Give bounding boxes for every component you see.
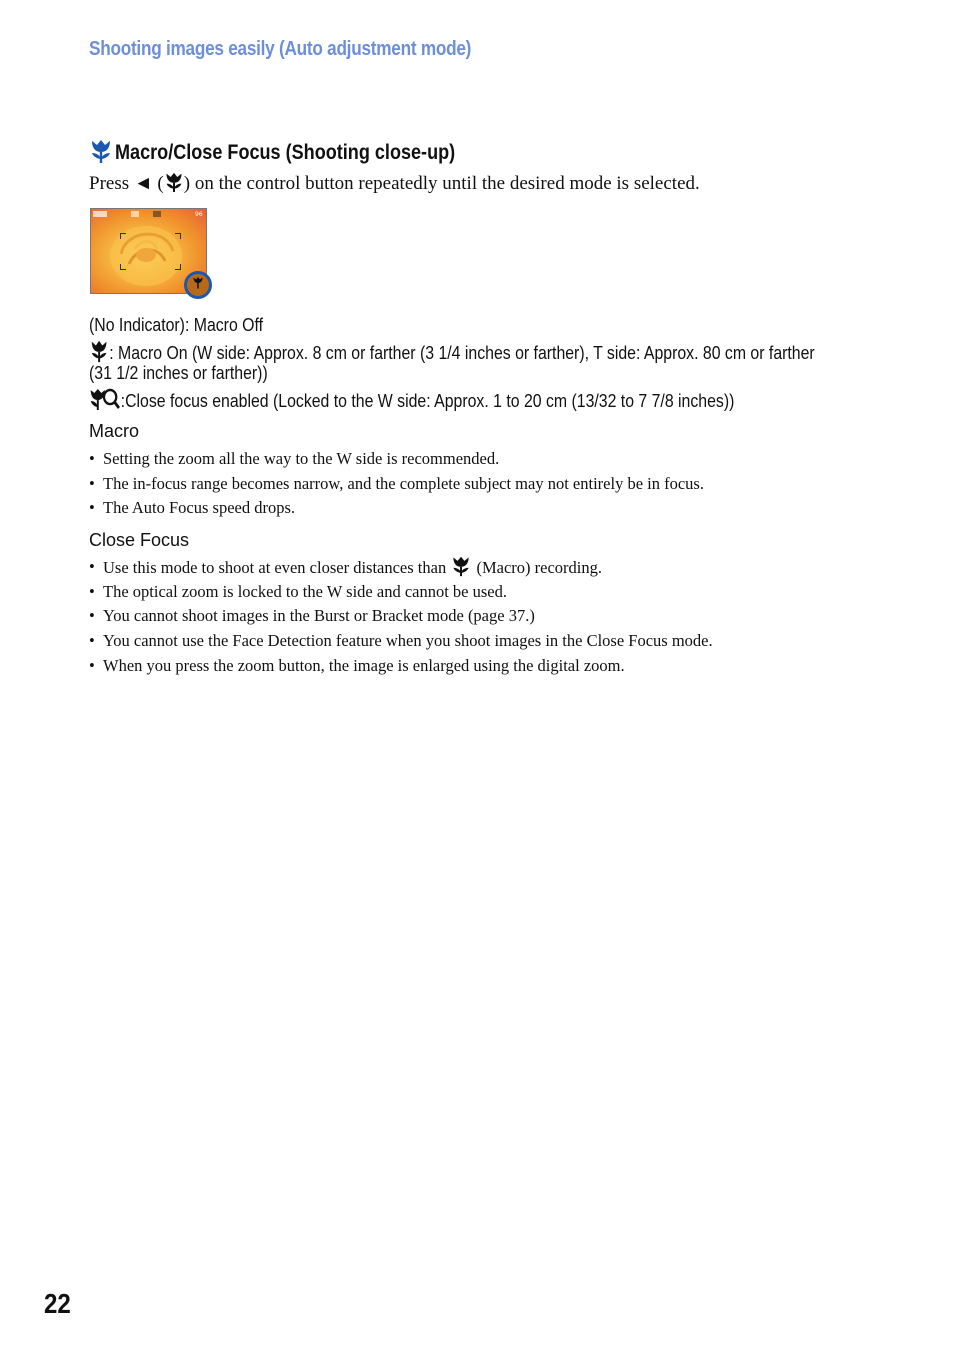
- macro-subheading: Macro: [89, 421, 140, 441]
- af-bracket-top-left: [120, 233, 126, 239]
- list-item: • You cannot use the Face Detection feature when you shoot images in the Close Focus mode.: [89, 631, 713, 651]
- macro-indicator-callout: [184, 271, 212, 299]
- section-title: Macro/Close Focus (Shooting close-up): [115, 141, 456, 164]
- macro-notes: [89, 447, 704, 521]
- camera-screen-illustration: [90, 208, 216, 302]
- list-item: • Use this mode to shoot at even closer distances than (Macro) recording.: [89, 555, 713, 580]
- running-header: Shooting images easily (Auto adjustment mode): [89, 38, 472, 60]
- close-focus-notes: [89, 555, 713, 678]
- af-bracket-bottom-left: [120, 264, 126, 270]
- list-item: • The optical zoom is locked to the W side and cannot be used.: [89, 581, 507, 601]
- intro-text-before: Press ◄ (: [89, 173, 164, 194]
- list-item: • Setting the zoom all the way to the W side is recommended.: [89, 449, 500, 468]
- macro-off-line: (No Indicator): Macro Off: [89, 315, 264, 335]
- macro-on-text: : Macro On (W side: Approx. 8 cm or farther (3 1/4 inches or farther), T side: Approx. 80 cm or farther: [109, 343, 815, 363]
- section-heading: [89, 140, 511, 166]
- intro-sentence: [89, 171, 700, 199]
- macro-tulip-icon: [89, 138, 113, 169]
- close-focus-subheading: Close Focus: [89, 530, 190, 550]
- af-bracket-bottom-right: [175, 264, 181, 270]
- page-number: 22: [44, 1288, 71, 1319]
- macro-tulip-icon: [192, 276, 204, 294]
- close-focus-text: :Close focus enabled (Locked to the W side: Approx. 1 to 20 cm (13/32 to 7 7/8 inches)): [120, 391, 735, 411]
- macro-tulip-icon: [164, 171, 184, 199]
- list-item: • The Auto Focus speed drops.: [89, 498, 296, 518]
- af-bracket-top-right: [175, 233, 181, 239]
- macro-on-line-continued: (31 1/2 inches or farther)): [89, 363, 268, 383]
- list-item: • When you press the zoom button, the image is enlarged using the digital zoom.: [89, 655, 625, 675]
- intro-text-after: ) on the control button repeatedly until the desired mode is selected.: [183, 173, 700, 194]
- shot-count: 96: [195, 211, 203, 218]
- close-focus-magnifier-icon: [89, 387, 121, 416]
- list-item: • You cannot shoot images in the Burst or Bracket mode (page 37.): [89, 606, 535, 626]
- list-item: • The in-focus range becomes narrow, and the complete subject may not entirely be in focus.: [89, 473, 704, 493]
- close-focus-line: [89, 387, 734, 416]
